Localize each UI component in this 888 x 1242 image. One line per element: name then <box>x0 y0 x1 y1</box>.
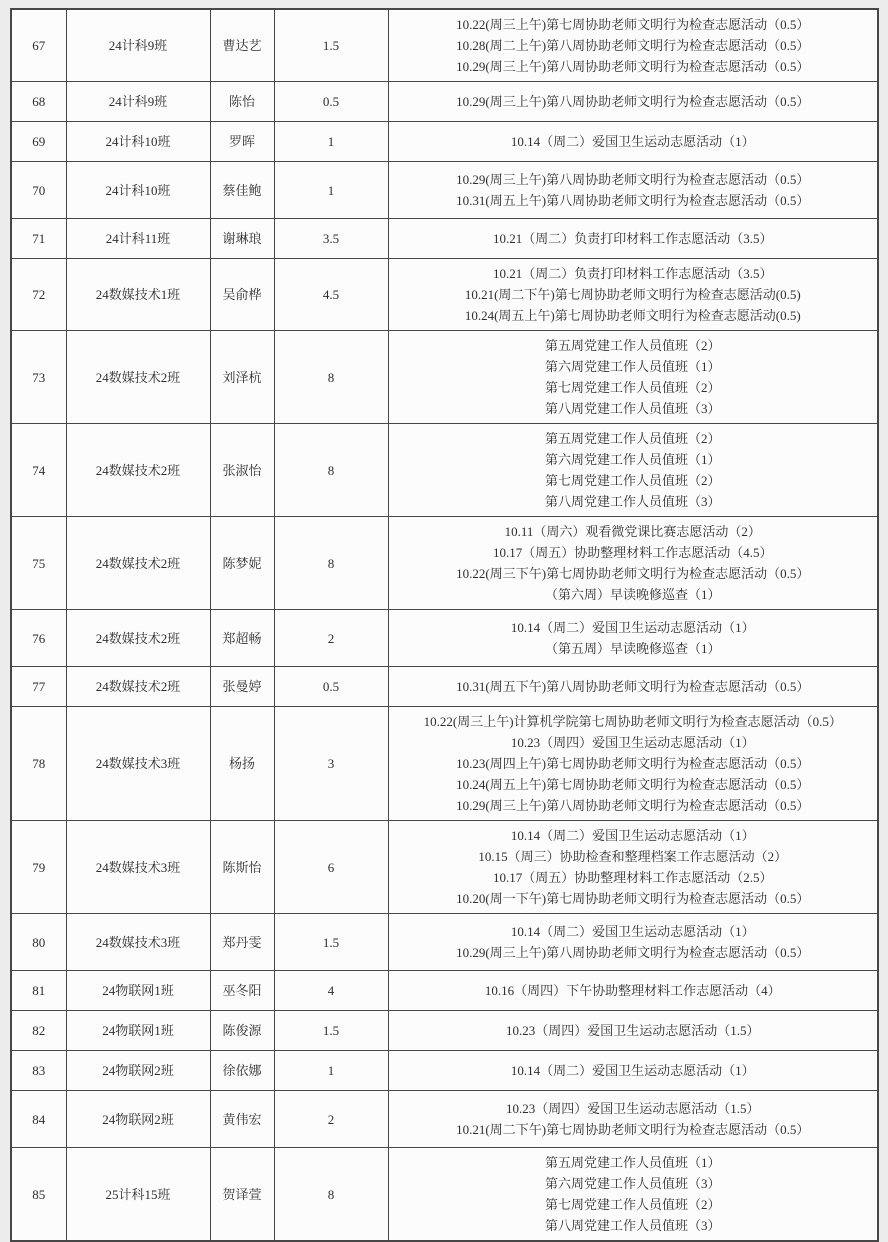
activity-line: 10.14（周二）爱国卫生运动志愿活动（1） <box>510 134 755 149</box>
activity-line: 10.15（周三）协助检查和整理档案工作志愿活动（2） <box>478 849 788 864</box>
student-name-cell: 郑丹雯 <box>210 914 274 971</box>
student-name-cell: 陈俊源 <box>210 1011 274 1051</box>
activity-line: 10.16（周四）下午协助整理材料工作志愿活动（4） <box>484 983 781 998</box>
class-name-cell: 24计科9班 <box>66 82 210 122</box>
class-name-cell: 24数媒技术2班 <box>66 610 210 667</box>
hours-cell: 1 <box>274 162 388 219</box>
class-name-cell: 24计科11班 <box>66 219 210 259</box>
student-name-cell: 巫冬阳 <box>210 971 274 1011</box>
table-row <box>11 1011 878 1051</box>
table-row <box>11 122 878 162</box>
activities-cell <box>388 707 878 821</box>
activities-cell <box>388 667 878 707</box>
activity-line: 10.23（周四）爱国卫生运动志愿活动（1.5） <box>505 1101 760 1116</box>
class-name-cell: 24数媒技术3班 <box>66 707 210 821</box>
class-name-cell: 24数媒技术2班 <box>66 517 210 610</box>
student-name-cell: 谢琳琅 <box>210 219 274 259</box>
class-name-cell: 25计科15班 <box>66 1148 210 1242</box>
activity-line: 第六周党建工作人员值班（1） <box>544 452 721 467</box>
row-number-cell: 82 <box>11 1011 66 1051</box>
hours-cell: 4.5 <box>274 259 388 331</box>
table-row <box>11 914 878 971</box>
class-name-cell: 24计科10班 <box>66 162 210 219</box>
row-number-cell: 77 <box>11 667 66 707</box>
activity-line: 10.22(周三上午)第七周协助老师文明行为检查志愿活动（0.5） <box>456 17 810 32</box>
activities-cell <box>388 1051 878 1091</box>
hours-cell: 2 <box>274 610 388 667</box>
activity-line: 10.29(周三上午)第八周协助老师文明行为检查志愿活动（0.5） <box>456 945 810 960</box>
activity-line: 10.24(周五上午)第七周协助老师文明行为检查志愿活动（0.5） <box>456 777 810 792</box>
activities-cell <box>388 517 878 610</box>
class-name-cell: 24物联网1班 <box>66 1011 210 1051</box>
table-row <box>11 331 878 424</box>
activities-cell <box>388 610 878 667</box>
class-name-cell: 24计科9班 <box>66 9 210 82</box>
table-row <box>11 667 878 707</box>
activity-line: 第八周党建工作人员值班（3） <box>544 1218 721 1233</box>
row-number-cell: 71 <box>11 219 66 259</box>
student-name-cell: 张曼婷 <box>210 667 274 707</box>
activities-cell <box>388 914 878 971</box>
activity-line: 第七周党建工作人员值班（2） <box>544 380 721 395</box>
activity-line: 10.20(周一下午)第七周协助老师文明行为检查志愿活动（0.5） <box>456 891 810 906</box>
table-row <box>11 259 878 331</box>
activity-line: （第五周）早读晚修巡查（1） <box>544 641 721 656</box>
row-number-cell: 69 <box>11 122 66 162</box>
activity-line: 10.24(周五上午)第七周协助老师文明行为检查志愿活动(0.5) <box>464 308 801 323</box>
activity-line: 10.21（周二）负责打印材料工作志愿活动（3.5） <box>492 231 773 246</box>
class-name-cell: 24物联网1班 <box>66 971 210 1011</box>
hours-cell: 1.5 <box>274 9 388 82</box>
row-number-cell: 73 <box>11 331 66 424</box>
activities-cell <box>388 162 878 219</box>
hours-cell: 8 <box>274 424 388 517</box>
hours-cell: 1.5 <box>274 914 388 971</box>
table-row <box>11 971 878 1011</box>
student-name-cell: 吴俞桦 <box>210 259 274 331</box>
hours-cell: 1 <box>274 122 388 162</box>
activities-cell <box>388 9 878 82</box>
activities-cell <box>388 1148 878 1242</box>
row-number-cell: 79 <box>11 821 66 914</box>
row-number-cell: 83 <box>11 1051 66 1091</box>
activity-line: 10.29(周三上午)第八周协助老师文明行为检查志愿活动（0.5） <box>456 798 810 813</box>
activities-cell <box>388 219 878 259</box>
student-name-cell: 陈斯怡 <box>210 821 274 914</box>
activity-line: 10.29(周三上午)第八周协助老师文明行为检查志愿活动（0.5） <box>456 94 810 109</box>
activity-line: 第五周党建工作人员值班（1） <box>544 1155 721 1170</box>
activity-line: 10.31(周五上午)第八周协助老师文明行为检查志愿活动（0.5） <box>456 193 810 208</box>
student-name-cell: 黄伟宏 <box>210 1091 274 1148</box>
row-number-cell: 81 <box>11 971 66 1011</box>
activity-line: 10.28(周二上午)第八周协助老师文明行为检查志愿活动（0.5） <box>456 38 810 53</box>
volunteer-activity-table <box>10 8 879 1242</box>
student-name-cell: 陈梦妮 <box>210 517 274 610</box>
activity-line: 10.14（周二）爱国卫生运动志愿活动（1） <box>510 620 755 635</box>
activity-line: 第八周党建工作人员值班（3） <box>544 401 721 416</box>
table-row <box>11 1148 878 1242</box>
table-row <box>11 1051 878 1091</box>
hours-cell: 8 <box>274 1148 388 1242</box>
student-name-cell: 张淑怡 <box>210 424 274 517</box>
activities-cell <box>388 1091 878 1148</box>
activity-line: 10.14（周二）爱国卫生运动志愿活动（1） <box>510 924 755 939</box>
table-row <box>11 219 878 259</box>
activity-line: 10.23(周四上午)第七周协助老师文明行为检查志愿活动（0.5） <box>456 756 810 771</box>
activity-line: 第六周党建工作人员值班（1） <box>544 359 721 374</box>
class-name-cell: 24数媒技术2班 <box>66 424 210 517</box>
activities-cell <box>388 82 878 122</box>
class-name-cell: 24数媒技术3班 <box>66 914 210 971</box>
activity-line: 10.14（周二）爱国卫生运动志愿活动（1） <box>510 1063 755 1078</box>
student-name-cell: 曹达艺 <box>210 9 274 82</box>
student-name-cell: 陈怡 <box>210 82 274 122</box>
activity-line: 10.22(周三上午)计算机学院第七周协助老师文明行为检查志愿活动（0.5） <box>423 714 842 729</box>
hours-cell: 2 <box>274 1091 388 1148</box>
volunteer-record-sheet <box>10 8 879 1242</box>
class-name-cell: 24物联网2班 <box>66 1051 210 1091</box>
activity-line: 10.17（周五）协助整理材料工作志愿活动（4.5） <box>492 545 773 560</box>
activity-line: 第五周党建工作人员值班（2） <box>544 431 721 446</box>
hours-cell: 0.5 <box>274 82 388 122</box>
table-row <box>11 162 878 219</box>
row-number-cell: 78 <box>11 707 66 821</box>
student-name-cell: 罗晖 <box>210 122 274 162</box>
student-name-cell: 徐依娜 <box>210 1051 274 1091</box>
activity-line: 10.23（周四）爱国卫生运动志愿活动（1.5） <box>505 1023 760 1038</box>
activity-line: 第七周党建工作人员值班（2） <box>544 1197 721 1212</box>
activity-line: 10.21(周二下午)第七周协助老师文明行为检查志愿活动（0.5） <box>456 1122 810 1137</box>
row-number-cell: 84 <box>11 1091 66 1148</box>
student-name-cell: 蔡佳鲍 <box>210 162 274 219</box>
class-name-cell: 24数媒技术2班 <box>66 331 210 424</box>
hours-cell: 0.5 <box>274 667 388 707</box>
activity-line: 10.22(周三下午)第七周协助老师文明行为检查志愿活动（0.5） <box>456 566 810 581</box>
activity-line: 10.31(周五下午)第八周协助老师文明行为检查志愿活动（0.5） <box>456 679 810 694</box>
activity-line: 10.14（周二）爱国卫生运动志愿活动（1） <box>510 828 755 843</box>
row-number-cell: 85 <box>11 1148 66 1242</box>
activity-line: 10.29(周三上午)第八周协助老师文明行为检查志愿活动（0.5） <box>456 172 810 187</box>
activities-cell <box>388 1011 878 1051</box>
table-row <box>11 707 878 821</box>
activity-line: 第六周党建工作人员值班（3） <box>544 1176 721 1191</box>
activity-line: 10.11（周六）观看微党课比赛志愿活动（2） <box>504 524 761 539</box>
table-row <box>11 424 878 517</box>
activities-cell <box>388 821 878 914</box>
activity-line: （第六周）早读晚修巡查（1） <box>544 587 721 602</box>
hours-cell: 4 <box>274 971 388 1011</box>
activity-line: 第七周党建工作人员值班（2） <box>544 473 721 488</box>
student-name-cell: 刘泽杭 <box>210 331 274 424</box>
hours-cell: 3.5 <box>274 219 388 259</box>
row-number-cell: 74 <box>11 424 66 517</box>
class-name-cell: 24物联网2班 <box>66 1091 210 1148</box>
table-row <box>11 517 878 610</box>
activities-cell <box>388 424 878 517</box>
activity-line: 第八周党建工作人员值班（3） <box>544 494 721 509</box>
hours-cell: 1 <box>274 1051 388 1091</box>
table-row <box>11 610 878 667</box>
hours-cell: 6 <box>274 821 388 914</box>
activities-cell <box>388 259 878 331</box>
activity-line: 10.23（周四）爱国卫生运动志愿活动（1） <box>510 735 755 750</box>
row-number-cell: 70 <box>11 162 66 219</box>
row-number-cell: 72 <box>11 259 66 331</box>
class-name-cell: 24数媒技术3班 <box>66 821 210 914</box>
row-number-cell: 68 <box>11 82 66 122</box>
hours-cell: 1.5 <box>274 1011 388 1051</box>
hours-cell: 3 <box>274 707 388 821</box>
activity-line: 10.29(周三上午)第八周协助老师文明行为检查志愿活动（0.5） <box>456 59 810 74</box>
class-name-cell: 24数媒技术1班 <box>66 259 210 331</box>
row-number-cell: 80 <box>11 914 66 971</box>
activities-cell <box>388 331 878 424</box>
student-name-cell: 郑超畅 <box>210 610 274 667</box>
activities-cell <box>388 971 878 1011</box>
activity-line: 10.21(周二下午)第七周协助老师文明行为检查志愿活动(0.5) <box>464 287 801 302</box>
table-row <box>11 1091 878 1148</box>
table-row <box>11 821 878 914</box>
table-row <box>11 9 878 82</box>
activity-line: 10.17（周五）协助整理材料工作志愿活动（2.5） <box>492 870 773 885</box>
row-number-cell: 67 <box>11 9 66 82</box>
class-name-cell: 24数媒技术2班 <box>66 667 210 707</box>
hours-cell: 8 <box>274 331 388 424</box>
student-name-cell: 杨扬 <box>210 707 274 821</box>
table-row <box>11 82 878 122</box>
student-name-cell: 贺译萱 <box>210 1148 274 1242</box>
activities-cell <box>388 122 878 162</box>
activity-line: 10.21（周二）负责打印材料工作志愿活动（3.5） <box>492 266 773 281</box>
hours-cell: 8 <box>274 517 388 610</box>
class-name-cell: 24计科10班 <box>66 122 210 162</box>
activity-line: 第五周党建工作人员值班（2） <box>544 338 721 353</box>
row-number-cell: 76 <box>11 610 66 667</box>
row-number-cell: 75 <box>11 517 66 610</box>
